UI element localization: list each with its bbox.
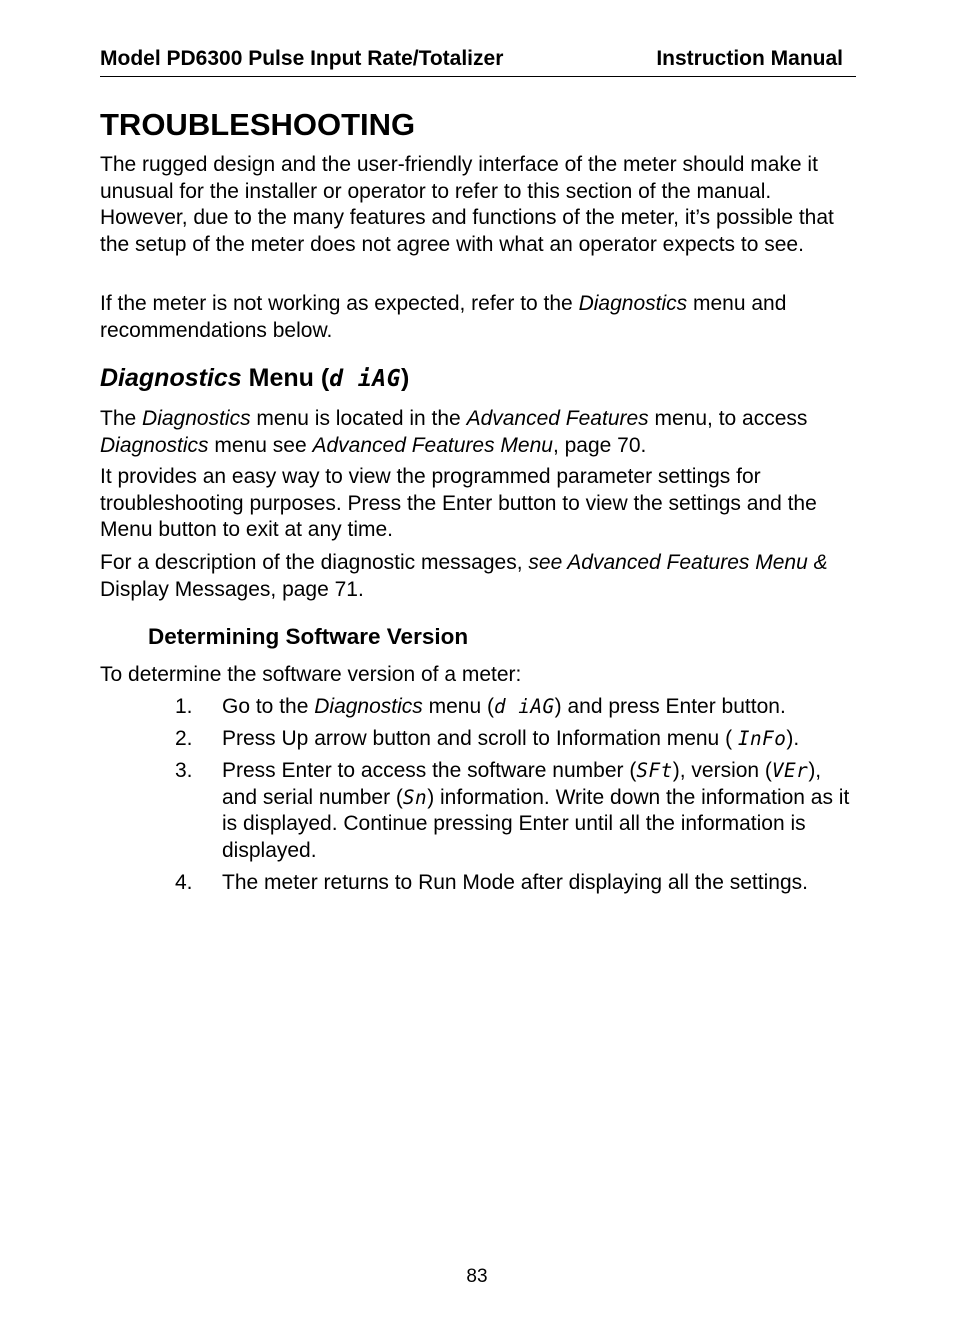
intro-paragraph-1: The rugged design and the user-friendly interface of the meter should make it unusual for the installer or operator to refer to this section of the manual. However, due to the many features and functions of the meter, it’s possible that the setup of the meter does not agree with what an operator expects to see. <box>100 153 834 256</box>
software-intro: To determine the software version of a meter: <box>100 663 522 686</box>
header-model-title: Model PD6300 Pulse Input Rate/Totalizer <box>100 47 504 70</box>
lcd-code-version: VEr <box>771 759 809 782</box>
list-item-3: Press Enter to access the software number (SFt), version (VEr), and serial number (Sn) information. Write down the information as it is displayed. Continue pressing Enter until all the information is displayed. <box>222 759 850 862</box>
section-title: TROUBLESHOOTING <box>100 107 416 142</box>
diagnostics-heading: Diagnostics Menu (d iAG) <box>100 364 410 392</box>
diagnostics-paragraph-3: For a description of the diagnostic messages, see Advanced Features Menu & Display Messages, page 71. <box>100 551 828 601</box>
lcd-code-diag: d iAG <box>494 695 555 718</box>
intro-paragraph-2: If the meter is not working as expected, refer to the Diagnostics menu and recommendations below. <box>100 292 787 342</box>
list-item-4: The meter returns to Run Mode after displaying all the settings. <box>222 871 808 894</box>
diagnostics-paragraph-1: The Diagnostics menu is located in the Advanced Features menu, to access Diagnostics menu see Advanced Features Menu, page 70. <box>100 407 808 457</box>
header-manual-label: Instruction Manual <box>656 47 843 70</box>
list-number-3: 3. <box>175 759 193 782</box>
page-number: 83 <box>466 1266 488 1287</box>
page-header <box>100 46 856 77</box>
software-version-heading: Determining Software Version <box>148 624 469 649</box>
list-item-2: Press Up arrow button and scroll to Information menu ( InFo). <box>222 727 800 750</box>
list-number-2: 2. <box>175 727 193 750</box>
diagnostics-paragraph-2: It provides an easy way to view the programmed parameter settings for troubleshooting purposes. Press the Enter button to view the settings and the Menu button to exit at any time. <box>100 465 817 541</box>
list-number-4: 4. <box>175 871 193 894</box>
lcd-code-serial: Sn <box>402 785 428 809</box>
list-item-1: Go to the Diagnostics menu (d iAG) and press Enter button. <box>222 695 786 718</box>
list-number-1: 1. <box>175 695 193 718</box>
lcd-code-software: SFt <box>636 759 673 782</box>
lcd-code-info: InFo <box>737 727 787 750</box>
lcd-code-diag: d iAG <box>329 366 401 392</box>
